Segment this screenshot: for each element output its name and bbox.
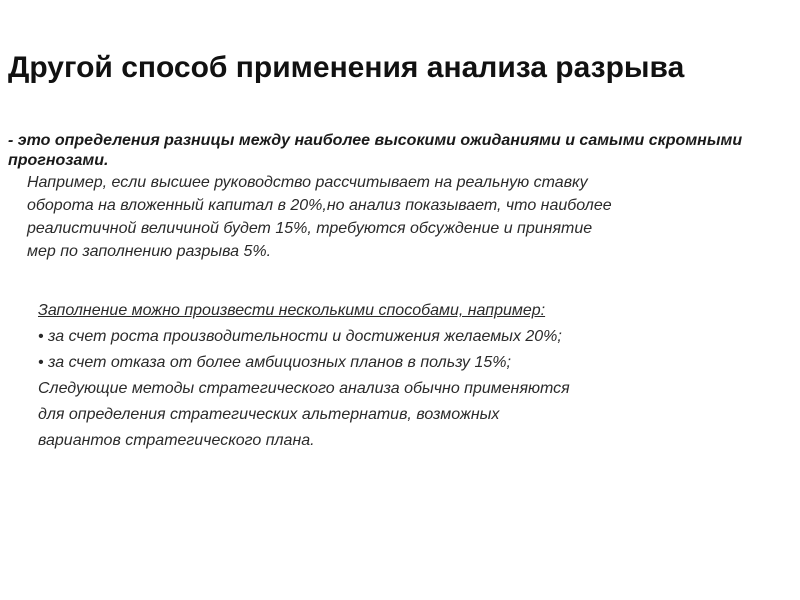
methods-item: • за счет отказа от более амбициозных планов в пользу 15%;	[38, 354, 511, 371]
example-line: реалистичной величиной будет 15%, требуются обсуждение и принятие	[27, 220, 593, 237]
example-line: мер по заполнению разрыва 5%.	[27, 243, 272, 260]
methods-tail-line: для определения стратегических альтернатив, возможных	[38, 406, 500, 423]
example-line: Например, если высшее руководство рассчитывает на реальную ставку	[27, 174, 588, 191]
methods-lead: Заполнение можно произвести несколькими способами, например:	[38, 302, 546, 319]
slide-subtitle: - это определения разницы между наиболее высокими ожиданиями и самыми скромными прогнозами.	[8, 132, 743, 169]
methods-tail-line: Следующие методы стратегического анализа обычно применяются	[38, 380, 570, 397]
methods-item: • за счет роста производительности и достижения желаемых 20%;	[38, 328, 562, 345]
methods-paragraph	[38, 298, 758, 454]
methods-tail-line: вариантов стратегического плана.	[38, 432, 315, 449]
example-paragraph	[27, 171, 767, 263]
example-line: оборота на вложенный капитал в 20%,но анализ показывает, что наиболее	[27, 197, 612, 214]
slide-title: Другой способ применения анализа разрыва	[8, 51, 685, 84]
